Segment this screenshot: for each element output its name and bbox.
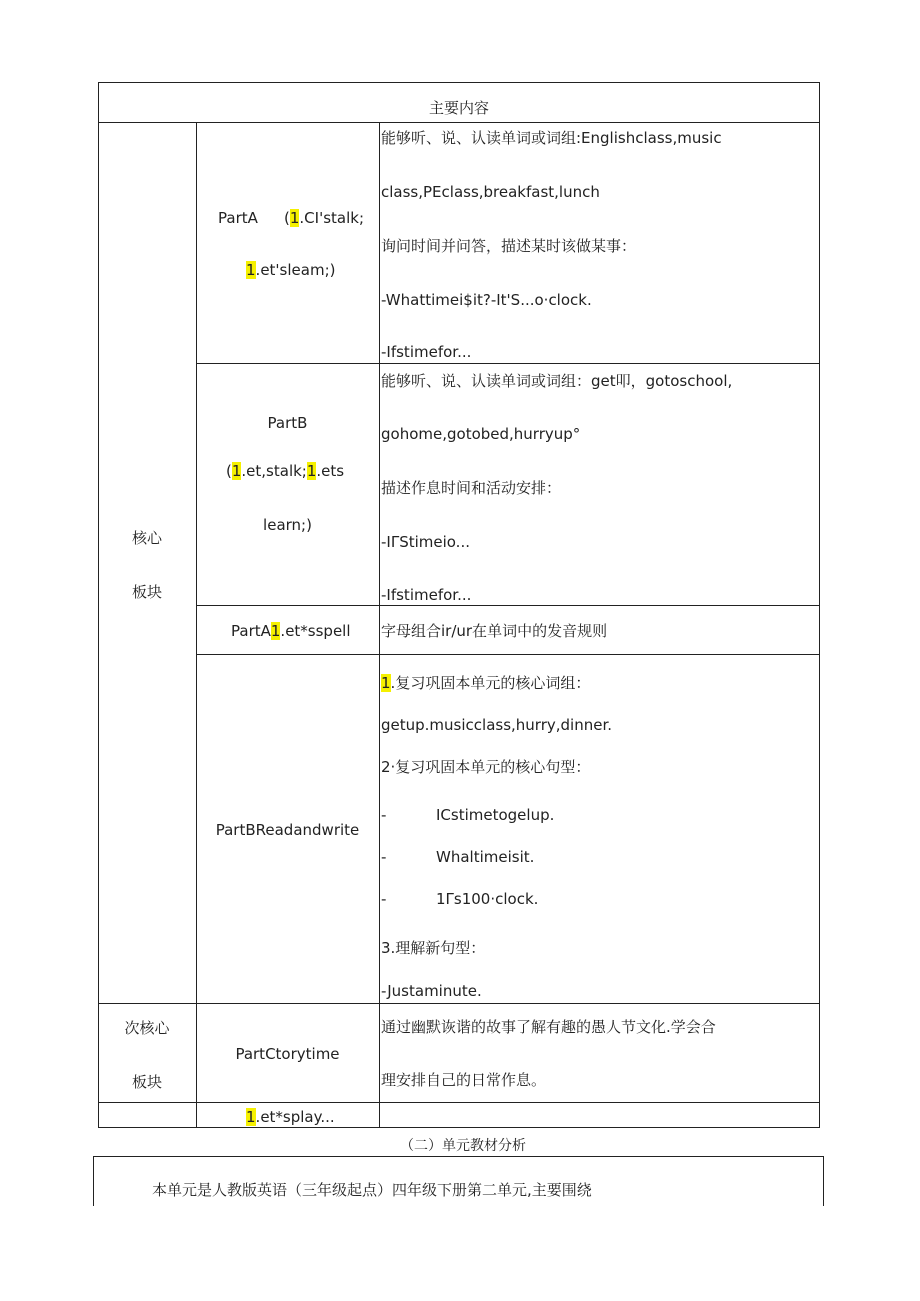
section2-body: 本单元是人教版英语（三年级起点）四年级下册第二单元,主要围绕 [152, 1181, 592, 1199]
part-b-content-4: -IΓStimeio... [381, 533, 470, 551]
spell-content: 字母组合ir/ur在单词中的发音规则 [381, 622, 608, 640]
part-a-content-1: 能够听、说、认读单词或词组:Englishclass,music [381, 129, 722, 147]
part-b-content-2: gohome,gotobed,hurryup° [381, 425, 581, 443]
header-rule [98, 122, 820, 123]
section2-box-top [93, 1156, 824, 1157]
part-a-talk: .CI'stalk; [299, 209, 364, 227]
part-b-subtitle-2 [226, 461, 344, 481]
story-content-1: 通过幽默诙谐的故事了解有趣的愚人节文化.学会合 [381, 1018, 716, 1036]
part-b-content-3: 描述作息时间和活动安排： [381, 479, 562, 497]
highlight-7: 1 [246, 1108, 256, 1126]
core-label-line2: 板块 [131, 583, 162, 601]
part-b-name: PartB [267, 414, 308, 432]
section2-title: （二）单元教材分析 [400, 1138, 526, 1154]
row-rule-a-b [196, 363, 820, 364]
table-border-bottom [98, 1127, 820, 1128]
core-label-line1: 核心 [131, 529, 162, 547]
highlight-4: 1 [306, 462, 317, 480]
part-a-name: PartA [218, 209, 258, 227]
table-border-top [98, 82, 820, 83]
row-rule-b-spell [196, 605, 820, 606]
highlight-3: 1 [231, 462, 242, 480]
col-rule-1 [196, 122, 197, 1128]
subcore-label-line2: 板块 [131, 1073, 162, 1091]
readwrite-sentence-1: ICstimetogelup. [436, 806, 555, 824]
part-b-content-1: 能够听、说、认读单词或词组：get叩，gotoschool, [381, 372, 733, 390]
spell-rest: .et*sspell [280, 622, 351, 640]
story-content-2: 理安排自己的日常作息。 [381, 1071, 547, 1089]
story-name: PartCtorytime [235, 1045, 340, 1063]
readwrite-content-2: getup.musicclass,hurry,dinner. [381, 716, 612, 734]
part-b-lets: .ets [316, 462, 345, 480]
readwrite-dash-3: - [381, 890, 387, 908]
subcore-label-line1: 次核心 [124, 1019, 170, 1037]
highlight-6: 1 [381, 674, 391, 692]
readwrite-content-1 [381, 673, 590, 693]
part-b-subtitle-3: learn;) [263, 516, 312, 534]
readwrite-dash-2: - [381, 848, 387, 866]
part-b-talk: .et,stalk; [241, 462, 307, 480]
section2-box-left [93, 1156, 94, 1206]
section2-box-right [823, 1156, 824, 1206]
readwrite-dash-1: - [381, 806, 387, 824]
row-rule-story-play [98, 1102, 820, 1103]
readwrite-content-8: -Justaminute. [381, 982, 482, 1000]
part-a-content-2: class,PEclass,breakfast,lunch [381, 183, 600, 201]
highlight-2: 1 [246, 261, 256, 279]
part-a-subtitle-2 [246, 260, 335, 280]
part-b-content-5: -Ifstimefor... [381, 586, 472, 604]
readwrite-content-7: 3.理解新句型： [381, 939, 486, 957]
readwrite-sentence-3: 1Γs100·clock. [436, 890, 539, 908]
table-border-left [98, 82, 99, 1128]
readwrite-name: PartBReadandwrite [215, 821, 360, 839]
paren-open: ( [284, 209, 290, 227]
row-rule-core-subcore [98, 1003, 820, 1004]
part-a-content-4: -Whattimei$it?-It'S...o·clock. [381, 291, 592, 309]
spell-prefix: PartA [231, 622, 271, 640]
row-rule-spell-rw [196, 654, 820, 655]
play-rest: .et*splay... [255, 1108, 335, 1126]
highlight-1: 1 [289, 209, 300, 227]
col-rule-2 [379, 122, 380, 1128]
readwrite-c1-text: .复习巩固本单元的核心词组： [390, 674, 591, 692]
readwrite-sentence-2: Whaltimeisit. [436, 848, 535, 866]
part-a-content-5: -Ifstimefor... [381, 343, 472, 361]
part-a-learn: .et'sleam;) [255, 261, 336, 279]
highlight-5: 1 [270, 622, 281, 640]
paren-open: ( [226, 462, 232, 480]
table-header: 主要内容 [428, 99, 489, 117]
part-a-content-3: 询问时间并问答，描述某时该做某事： [381, 237, 637, 255]
part-a-subtitle-1 [284, 208, 364, 228]
readwrite-content-3: 2·复习巩固本单元的核心句型： [381, 758, 591, 776]
play-name [246, 1107, 335, 1127]
spell-name [231, 621, 351, 641]
